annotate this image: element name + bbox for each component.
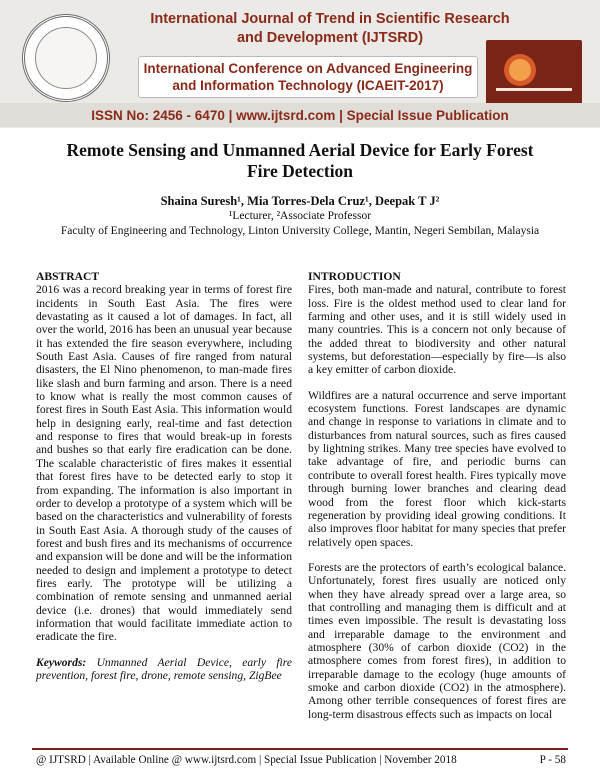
keywords-label: Keywords: bbox=[36, 655, 87, 669]
issn-line: ISSN No: 2456 - 6470 | www.ijtsrd.com | Special Issue Publication bbox=[91, 107, 509, 123]
intro-paragraph: Forests are the protectors of earth’s ecological balance. Unfortunately, forest fires usually are noticed only when they have already spread over a large area, so that controlling and managing them is difficult and at times even impossible. The result is devastating loss and irreparable damage to the environment and atmosphere (30% of carbon dioxide (CO2) in the atmosphere comes from forest fires), in addition to irreparable damage to the ecology (huge amounts of smoke and carbon dioxide (CO2) in the atmosphere). Among other terrible consequences of forest fires are long-term disastrous effects such as impacts on local bbox=[308, 560, 566, 721]
page-number: P - 58 bbox=[539, 754, 566, 766]
abstract-heading: ABSTRACT bbox=[36, 270, 100, 283]
right-column bbox=[308, 270, 566, 733]
introduction-heading: INTRODUCTION bbox=[308, 270, 401, 283]
paper-authors: Shaina Suresh¹, Mia Torres-Dela Cruz¹, Deepak T J² bbox=[160, 194, 440, 208]
conference-title: International Conference on Advanced Engineering and Information Technology (ICAEIT-2017) bbox=[143, 61, 473, 93]
keywords bbox=[36, 656, 292, 683]
abstract-text: 2016 was a record breaking year in terms of forest fire incidents in South East Asia. The fires were devastating as it caused a lot of damages. In fact, all over the world, 2016 has been an unusual year because it has extended the fire season everywhere, including South East Asia. Causes of fire ranged from natural disasters, the El Nino phenomenon, to man-made fires like slash and burn farming and arson. There is a need to know what is really the most common causes of forest fires in South East Asia. This information would help in designing early, real-time and fast detection and response to fires that would break-up in forests and bushes so that early fire eradication can be done. The scalable characteristic of fires makes it essential that forest fires have to be detected early to stop it from expanding. The information is also important in order to develop a prototype of a system which will be based on the characteristics and vulnerability of forests in South East Asia. A thorough study of the causes of forest and bush fires and its mechanisms of occurrence and expansion will be done and will be the information needed to design and implement a prototype to detect fires early. The prototype will be utilizing a combination of remote sensing and unmanned aerial device (i.e. drones) that would immediately send information that would facilitate immediate action to eradicate the fire. bbox=[36, 283, 292, 644]
intro-paragraph: Fires, both man-made and natural, contribute to forest loss. Fire is the oldest method used to clear land for farming and other uses, and it is still widely used in many countries. This is a concern not only because of the added threat to biodiversity and other natural systems, but deforestation—especially by fire—is also a key emitter of carbon dioxide. bbox=[308, 283, 566, 377]
icaeit-logo bbox=[486, 40, 582, 106]
paper-title: Remote Sensing and Unmanned Aerial Device for Early Forest Fire Detection bbox=[66, 140, 534, 181]
keywords-text: Unmanned Aerial Device, early fire prevention, forest fire, drone, remote sensing, ZigBee bbox=[36, 655, 292, 682]
footer-text: @ IJTSRD | Available Online @ www.ijtsrd.com | Special Issue Publication | November 2018 bbox=[36, 754, 457, 766]
author-roles: ¹Lecturer, ²Associate Professor bbox=[228, 210, 372, 222]
intro-paragraph: Wildfires are a natural occurrence and serve important ecosystem functions. Forest landscapes are dynamic and change in response to variations in climate and to disturbances from natural sources, such as fires caused by lightning strikes. Many tree species have evolved to take advantage of fire, and periodic burns can contribute to overall forest health. Fires typically move through burning lower branches and clearing dead wood from the forest floor which kick-starts regeneration by providing ideal growing conditions. It also improves floor habitat for many species that prefer relatively open spaces. bbox=[308, 388, 566, 549]
journal-header bbox=[0, 0, 600, 128]
footer-rule bbox=[32, 748, 568, 750]
issn-bar bbox=[0, 103, 600, 127]
icaeit-logo-graphic bbox=[486, 40, 582, 106]
page-footer bbox=[36, 754, 566, 766]
seal-inner-ring bbox=[35, 27, 97, 89]
ijtsrd-seal-logo bbox=[22, 14, 110, 102]
left-column bbox=[36, 270, 292, 682]
journal-title: International Journal of Trend in Scientific Research and Development (IJTSRD) bbox=[150, 11, 510, 46]
author-affiliation: Faculty of Engineering and Technology, Linton University College, Mantin, Negeri Sembilan, Malaysia bbox=[60, 225, 540, 237]
